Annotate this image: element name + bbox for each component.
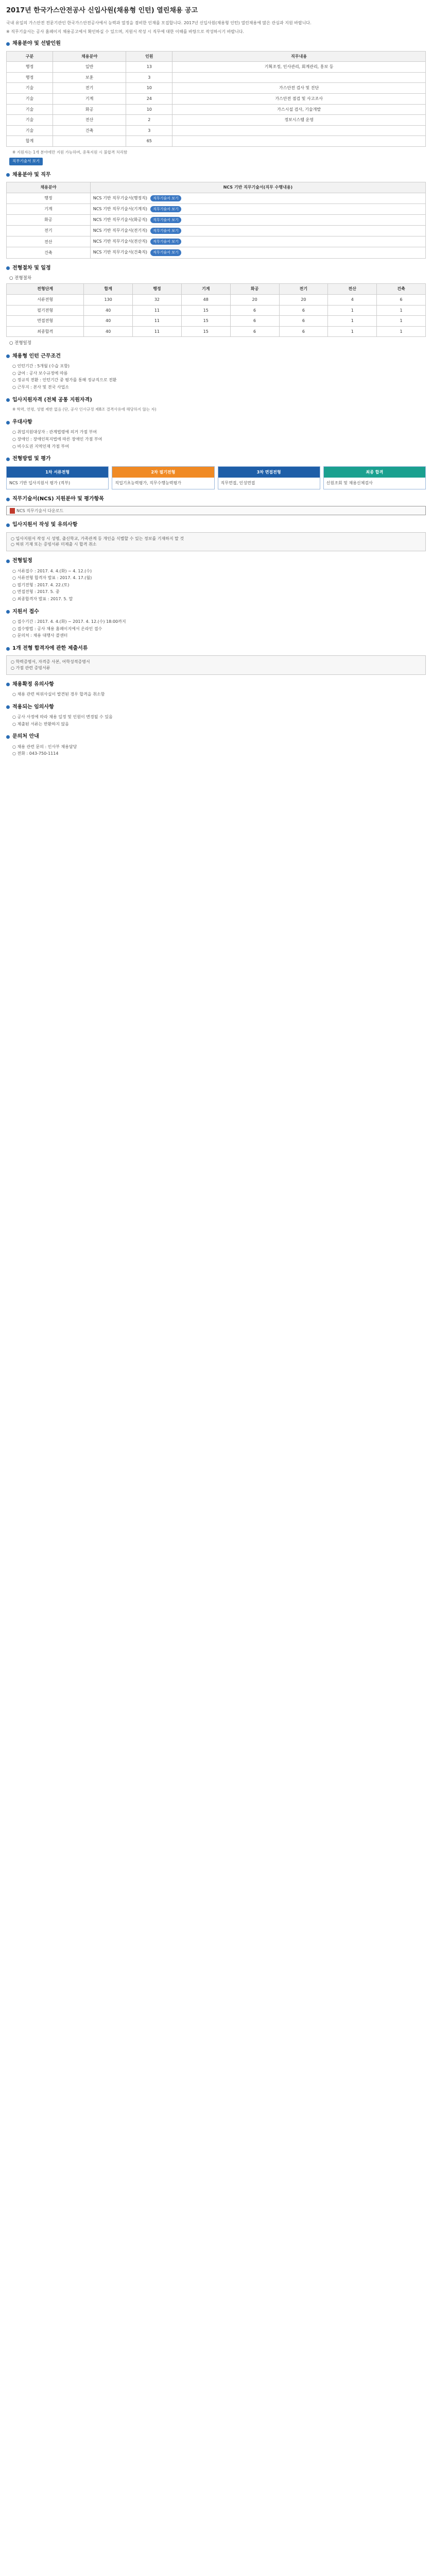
table-row — [7, 247, 426, 258]
table-cell — [90, 215, 425, 226]
list-item: ○ 장애인 : 장애인복지법에 따른 장애인 가점 부여 — [12, 437, 102, 442]
table-cell: 가스안전 검사 및 진단 — [172, 83, 426, 94]
job-description-label: NCS 기반 직무기술서(건축직) — [93, 250, 148, 255]
sub-heading: ○ 전형일정 — [9, 341, 31, 346]
table-header: 전산 — [328, 284, 377, 295]
table-cell: 24 — [126, 93, 172, 104]
table-cell: 6 — [279, 326, 328, 337]
table-cell: 전기 — [7, 226, 91, 236]
table-cell: 11 — [133, 305, 182, 316]
job-description-label: NCS 기반 직무기술서(기계직) — [93, 206, 148, 211]
table-header: 전기 — [279, 284, 328, 295]
bullet-icon — [6, 173, 10, 177]
download-bar[interactable] — [6, 506, 426, 515]
table-cell: 2 — [126, 115, 172, 126]
table-row — [7, 316, 426, 327]
page — [0, 0, 432, 769]
table-cell: 15 — [181, 326, 230, 337]
table-cell: 10 — [126, 104, 172, 115]
list-item: ○ 접수기간 : 2017. 4. 4.(화) ~ 2017. 4. 12.(수) 18:00까지 — [12, 619, 126, 624]
table-cell: 필기전형 — [7, 305, 84, 316]
job-description-label: NCS 기반 직무기술서(전기직) — [93, 228, 148, 233]
bullet-icon — [6, 398, 10, 402]
section-title: 전형방법 및 평가 — [12, 456, 51, 462]
table-row — [7, 326, 426, 337]
job-description-button[interactable]: 직무기술서 보기 — [150, 206, 181, 212]
table-row — [7, 236, 426, 247]
list-item: ○ 허위 기재 또는 증빙서류 미제출 시 합격 취소 — [11, 542, 97, 547]
job-description-button[interactable]: 직무기술서 보기 — [9, 158, 43, 165]
table-header: 화공 — [230, 284, 279, 295]
list-item: ○ 취업지원대상자 : 관계법령에 의거 가점 부여 — [12, 430, 97, 435]
table-cell: 13 — [126, 62, 172, 73]
section-conditions — [6, 353, 426, 391]
table-cell: 1 — [377, 305, 426, 316]
section-application — [6, 521, 426, 551]
table-cell: 서류전형 — [7, 294, 84, 305]
bullet-icon — [6, 354, 10, 358]
table-row — [7, 305, 426, 316]
table-cell: 전산 — [7, 236, 91, 247]
table-cell: 20 — [279, 294, 328, 305]
job-description-button[interactable]: 직무기술서 보기 — [150, 228, 181, 234]
table-cell: 40 — [84, 326, 133, 337]
step-title: 3차 면접전형 — [218, 467, 320, 478]
list-item: ○ 공사 사정에 따라 채용 일정 및 인원이 변경될 수 있음 — [12, 715, 113, 720]
step-card — [6, 466, 109, 489]
list-item: ○ 서류전형 합격자 발표 : 2017. 4. 17.(월) — [12, 575, 92, 581]
section-title: 전형일정 — [12, 558, 32, 564]
table-header: 구분 — [7, 51, 53, 62]
table-cell: 기술 — [7, 83, 53, 94]
list-item: ○ 입사지원서 작성 시 성명, 출신학교, 가족관계 등 개인을 식별할 수 있는 정보를 기재하지 말 것 — [11, 536, 184, 541]
section-qualification — [6, 397, 426, 413]
step-card — [323, 466, 426, 489]
table-cell: 기획조정, 인사관리, 회계관리, 홍보 등 — [172, 62, 426, 73]
list-item: ○ 서류접수 : 2017. 4. 4.(화) ~ 4. 12.(수) — [12, 568, 92, 573]
table-cell: 행정 — [7, 193, 91, 204]
table-row — [7, 204, 426, 214]
process-table — [6, 283, 426, 337]
table-cell — [90, 193, 425, 204]
table-row — [7, 215, 426, 226]
bullet-icon — [6, 266, 10, 270]
table-cell: 기술 — [7, 125, 53, 136]
table-cell: 가스시설 검사, 기술개발 — [172, 104, 426, 115]
table-header: 합계 — [84, 284, 133, 295]
table-cell: 1 — [328, 305, 377, 316]
section-title: 직무기술서(NCS) 지원분야 및 평가항목 — [12, 496, 104, 502]
step-body: 직무면접, 인성면접 — [220, 481, 255, 486]
recruit-table — [6, 51, 426, 147]
table-cell: 전산 — [53, 115, 126, 126]
download-label: NCS 직무기술서 다운로드 — [16, 508, 64, 513]
table-cell: 행정 — [7, 62, 53, 73]
note: ※ 학력, 연령, 성별 제한 없음 (단, 공사 인사규정 제8조 결격사유에 해당하지 않는 자) — [12, 407, 157, 412]
section-selection — [6, 455, 426, 489]
table-cell: 보훈 — [53, 72, 126, 83]
bullet-icon — [6, 421, 10, 425]
list-item: ○ 면접전형 : 2017. 5. 중 — [12, 589, 60, 595]
pdf-icon — [10, 508, 15, 514]
table-cell: 정보시스템 운영 — [172, 115, 426, 126]
table-cell: 10 — [126, 83, 172, 94]
table-cell: 20 — [230, 294, 279, 305]
table-header: 행정 — [133, 284, 182, 295]
list-item: ○ 학력증명서, 자격증 사본, 어학성적증명서 — [11, 659, 90, 665]
table-header: 채용분야 — [53, 51, 126, 62]
list-item: ○ 인턴기간 : 5개월 (수습 포함) — [12, 364, 70, 369]
step-card — [218, 466, 320, 489]
section-confirmation — [6, 681, 426, 698]
section-title: 입사지원자격 (전체 공통 지원자격) — [12, 397, 92, 403]
bullet-icon — [6, 560, 10, 563]
table-cell — [90, 247, 425, 258]
table-cell: 6 — [377, 294, 426, 305]
list-item: ○ 비수도권 지역인재 가점 부여 — [12, 444, 69, 449]
table-cell: 면접전형 — [7, 316, 84, 327]
list-item: ○ 최종합격자 발표 : 2017. 5. 말 — [12, 596, 73, 601]
page-title: 2017년 한국가스안전공사 신입사원(채용형 인턴) 열린채용 공고 — [6, 7, 198, 14]
section-misc — [6, 704, 426, 727]
section-title: 채용분야 및 선발인원 — [12, 41, 61, 47]
bullet-icon — [6, 683, 10, 686]
table-cell — [172, 125, 426, 136]
section-title: 전형절차 및 일정 — [12, 265, 51, 271]
table-cell: 6 — [279, 316, 328, 327]
job-description-button[interactable]: 직무기술서 보기 — [150, 217, 181, 223]
table-cell — [172, 136, 426, 147]
process-steps — [6, 466, 426, 489]
intro-paragraph: ※ 직무기술서는 공사 홈페이지 채용공고에서 확인하실 수 있으며, 지원서 작성 시 직무에 대한 이해를 바탕으로 작성하시기 바랍니다. — [6, 29, 245, 35]
table-cell — [90, 204, 425, 214]
section-preference — [6, 419, 426, 449]
bullet-icon — [6, 523, 10, 527]
section-process — [6, 265, 426, 347]
table-header: 인원 — [126, 51, 172, 62]
table-cell: 40 — [84, 305, 133, 316]
intro — [6, 20, 426, 35]
bullet-icon — [6, 457, 10, 461]
list-item: ○ 문의처 : 채용 대행사 콜센터 — [12, 633, 68, 638]
table-cell: 6 — [230, 305, 279, 316]
table-cell: 1 — [328, 326, 377, 337]
step-body: NCS 기반 입사지원서 평가 (적부) — [9, 481, 71, 486]
table-cell: 1 — [377, 316, 426, 327]
table-cell: 15 — [181, 305, 230, 316]
table-header: 건축 — [377, 284, 426, 295]
bullet-icon — [6, 735, 10, 739]
table-cell — [172, 72, 426, 83]
list-item: ○ 필기전형 : 2017. 4. 22.(토) — [12, 582, 70, 587]
section-title: 우대사항 — [12, 419, 32, 425]
list-item: ○ 제출된 서류는 반환하지 않음 — [12, 721, 69, 726]
table-row — [7, 226, 426, 236]
table-cell: 최종합격 — [7, 326, 84, 337]
step-body: 신원조회 및 채용신체검사 — [326, 481, 373, 486]
table-row — [7, 125, 426, 136]
bullet-icon — [6, 498, 10, 501]
section-title: 입사지원서 작성 및 유의사항 — [12, 522, 78, 528]
table-header: 채용분야 — [7, 182, 91, 193]
bullet-icon — [6, 647, 10, 651]
intro-paragraph: 국내 유일의 가스안전 전문기관인 한국가스안전공사에서 능력과 열정을 겸비한 인재를 모집합니다. 2017년 신입사원(채용형 인턴) 열린채용에 많은 관심과 지원 바랍니다. — [6, 20, 312, 25]
table-cell: 전기 — [53, 83, 126, 94]
table-row — [7, 115, 426, 126]
table-row — [7, 83, 426, 94]
table-cell: 일반 — [53, 62, 126, 73]
table-cell: 65 — [126, 136, 172, 147]
table-cell: 6 — [230, 326, 279, 337]
table-row — [7, 72, 426, 83]
table-header: NCS 기반 직무기술서(직무 수행내용) — [90, 182, 425, 193]
step-card — [112, 466, 214, 489]
duty-table — [6, 182, 426, 258]
table-row — [7, 93, 426, 104]
table-cell: 건축 — [7, 247, 91, 258]
list-item: ○ 채용 관련 문의 : 인사부 채용담당 — [12, 744, 77, 749]
section-title: 적용되는 임의사항 — [12, 704, 54, 710]
section-submission — [6, 608, 426, 639]
notice-box — [6, 532, 426, 551]
table-row — [7, 104, 426, 115]
table-cell: 기계 — [7, 204, 91, 214]
table-cell — [90, 236, 425, 247]
section-schedule — [6, 557, 426, 602]
section-ncs — [6, 496, 426, 516]
table-cell: 15 — [181, 316, 230, 327]
table-cell: 11 — [133, 326, 182, 337]
section-title: 채용확정 유의사항 — [12, 681, 54, 687]
section-title: 문의처 안내 — [12, 734, 39, 740]
table-cell: 행정 — [7, 72, 53, 83]
table-cell: 48 — [181, 294, 230, 305]
table-row — [7, 136, 426, 147]
job-description-button[interactable]: 직무기술서 보기 — [150, 249, 181, 256]
table-cell — [90, 226, 425, 236]
table-cell: 화공 — [53, 104, 126, 115]
table-cell: 6 — [230, 316, 279, 327]
table-cell: 1 — [377, 326, 426, 337]
table-cell — [53, 136, 126, 147]
table-cell: 기계 — [53, 93, 126, 104]
table-row — [7, 62, 426, 73]
table-cell: 11 — [133, 316, 182, 327]
step-title: 최종 합격 — [324, 467, 425, 478]
list-item: ○ 가점 관련 증빙서류 — [11, 665, 50, 670]
job-description-label: NCS 기반 직무기술서(화공직) — [93, 217, 148, 222]
list-item: ○ 급여 : 공사 보수규정에 따름 — [12, 370, 68, 376]
bullet-icon — [6, 610, 10, 614]
table-cell: 기술 — [7, 104, 53, 115]
section-recruit-fields — [6, 40, 426, 165]
note: ※ 지원자는 1개 분야에만 지원 가능하며, 중복지원 시 불합격 처리함 — [12, 149, 128, 155]
table-cell: 6 — [279, 305, 328, 316]
section-title: 지원서 접수 — [12, 608, 39, 615]
table-cell: 화공 — [7, 215, 91, 226]
section-documents — [6, 645, 426, 675]
section-title: 채용분야 및 직무 — [12, 172, 51, 178]
job-description-label: NCS 기반 직무기술서(행정직) — [93, 195, 148, 200]
table-cell: 32 — [133, 294, 182, 305]
section-title: 1개 전형 합격자에 관한 제출서류 — [12, 645, 88, 651]
list-item: ○ 전화 : 043-750-1114 — [12, 751, 59, 756]
bullet-icon — [6, 705, 10, 709]
list-item: ○ 채용 관련 허위사실이 발견된 경우 합격을 취소함 — [12, 692, 105, 697]
step-title: 2차 필기전형 — [112, 467, 214, 478]
notice-box — [6, 655, 426, 674]
table-cell: 3 — [126, 72, 172, 83]
table-header: 전형단계 — [7, 284, 84, 295]
table-row — [7, 193, 426, 204]
sub-heading: ○ 전형절차 — [9, 276, 31, 281]
list-item: ○ 정규직 전환 : 인턴기간 중 평가를 통해 정규직으로 전환 — [12, 378, 117, 383]
table-cell: 기술 — [7, 93, 53, 104]
table-cell: 가스안전 점검 및 사고조사 — [172, 93, 426, 104]
section-contact — [6, 733, 426, 757]
table-cell: 40 — [84, 316, 133, 327]
step-title: 1차 서류전형 — [7, 467, 108, 478]
step-body: 직업기초능력평가, 직무수행능력평가 — [115, 481, 181, 486]
table-cell: 4 — [328, 294, 377, 305]
job-description-button[interactable]: 직무기술서 보기 — [150, 239, 181, 245]
table-header: 직무내용 — [172, 51, 426, 62]
bullet-icon — [6, 42, 10, 46]
table-cell: 130 — [84, 294, 133, 305]
table-cell: 건축 — [53, 125, 126, 136]
table-cell: 기술 — [7, 115, 53, 126]
job-description-label: NCS 기반 직무기술서(전산직) — [93, 239, 148, 244]
section-title: 채용형 인턴 근무조건 — [12, 353, 61, 359]
job-description-button[interactable]: 직무기술서 보기 — [150, 195, 181, 201]
section-fields-duties — [6, 172, 426, 259]
table-row — [7, 294, 426, 305]
list-item: ○ 접수방법 : 공사 채용 홈페이지에서 온라인 접수 — [12, 626, 102, 631]
table-cell: 합계 — [7, 136, 53, 147]
table-cell: 3 — [126, 125, 172, 136]
table-header: 기계 — [181, 284, 230, 295]
table-cell: 1 — [328, 316, 377, 327]
list-item: ○ 근무지 : 본사 및 전국 사업소 — [12, 384, 69, 389]
